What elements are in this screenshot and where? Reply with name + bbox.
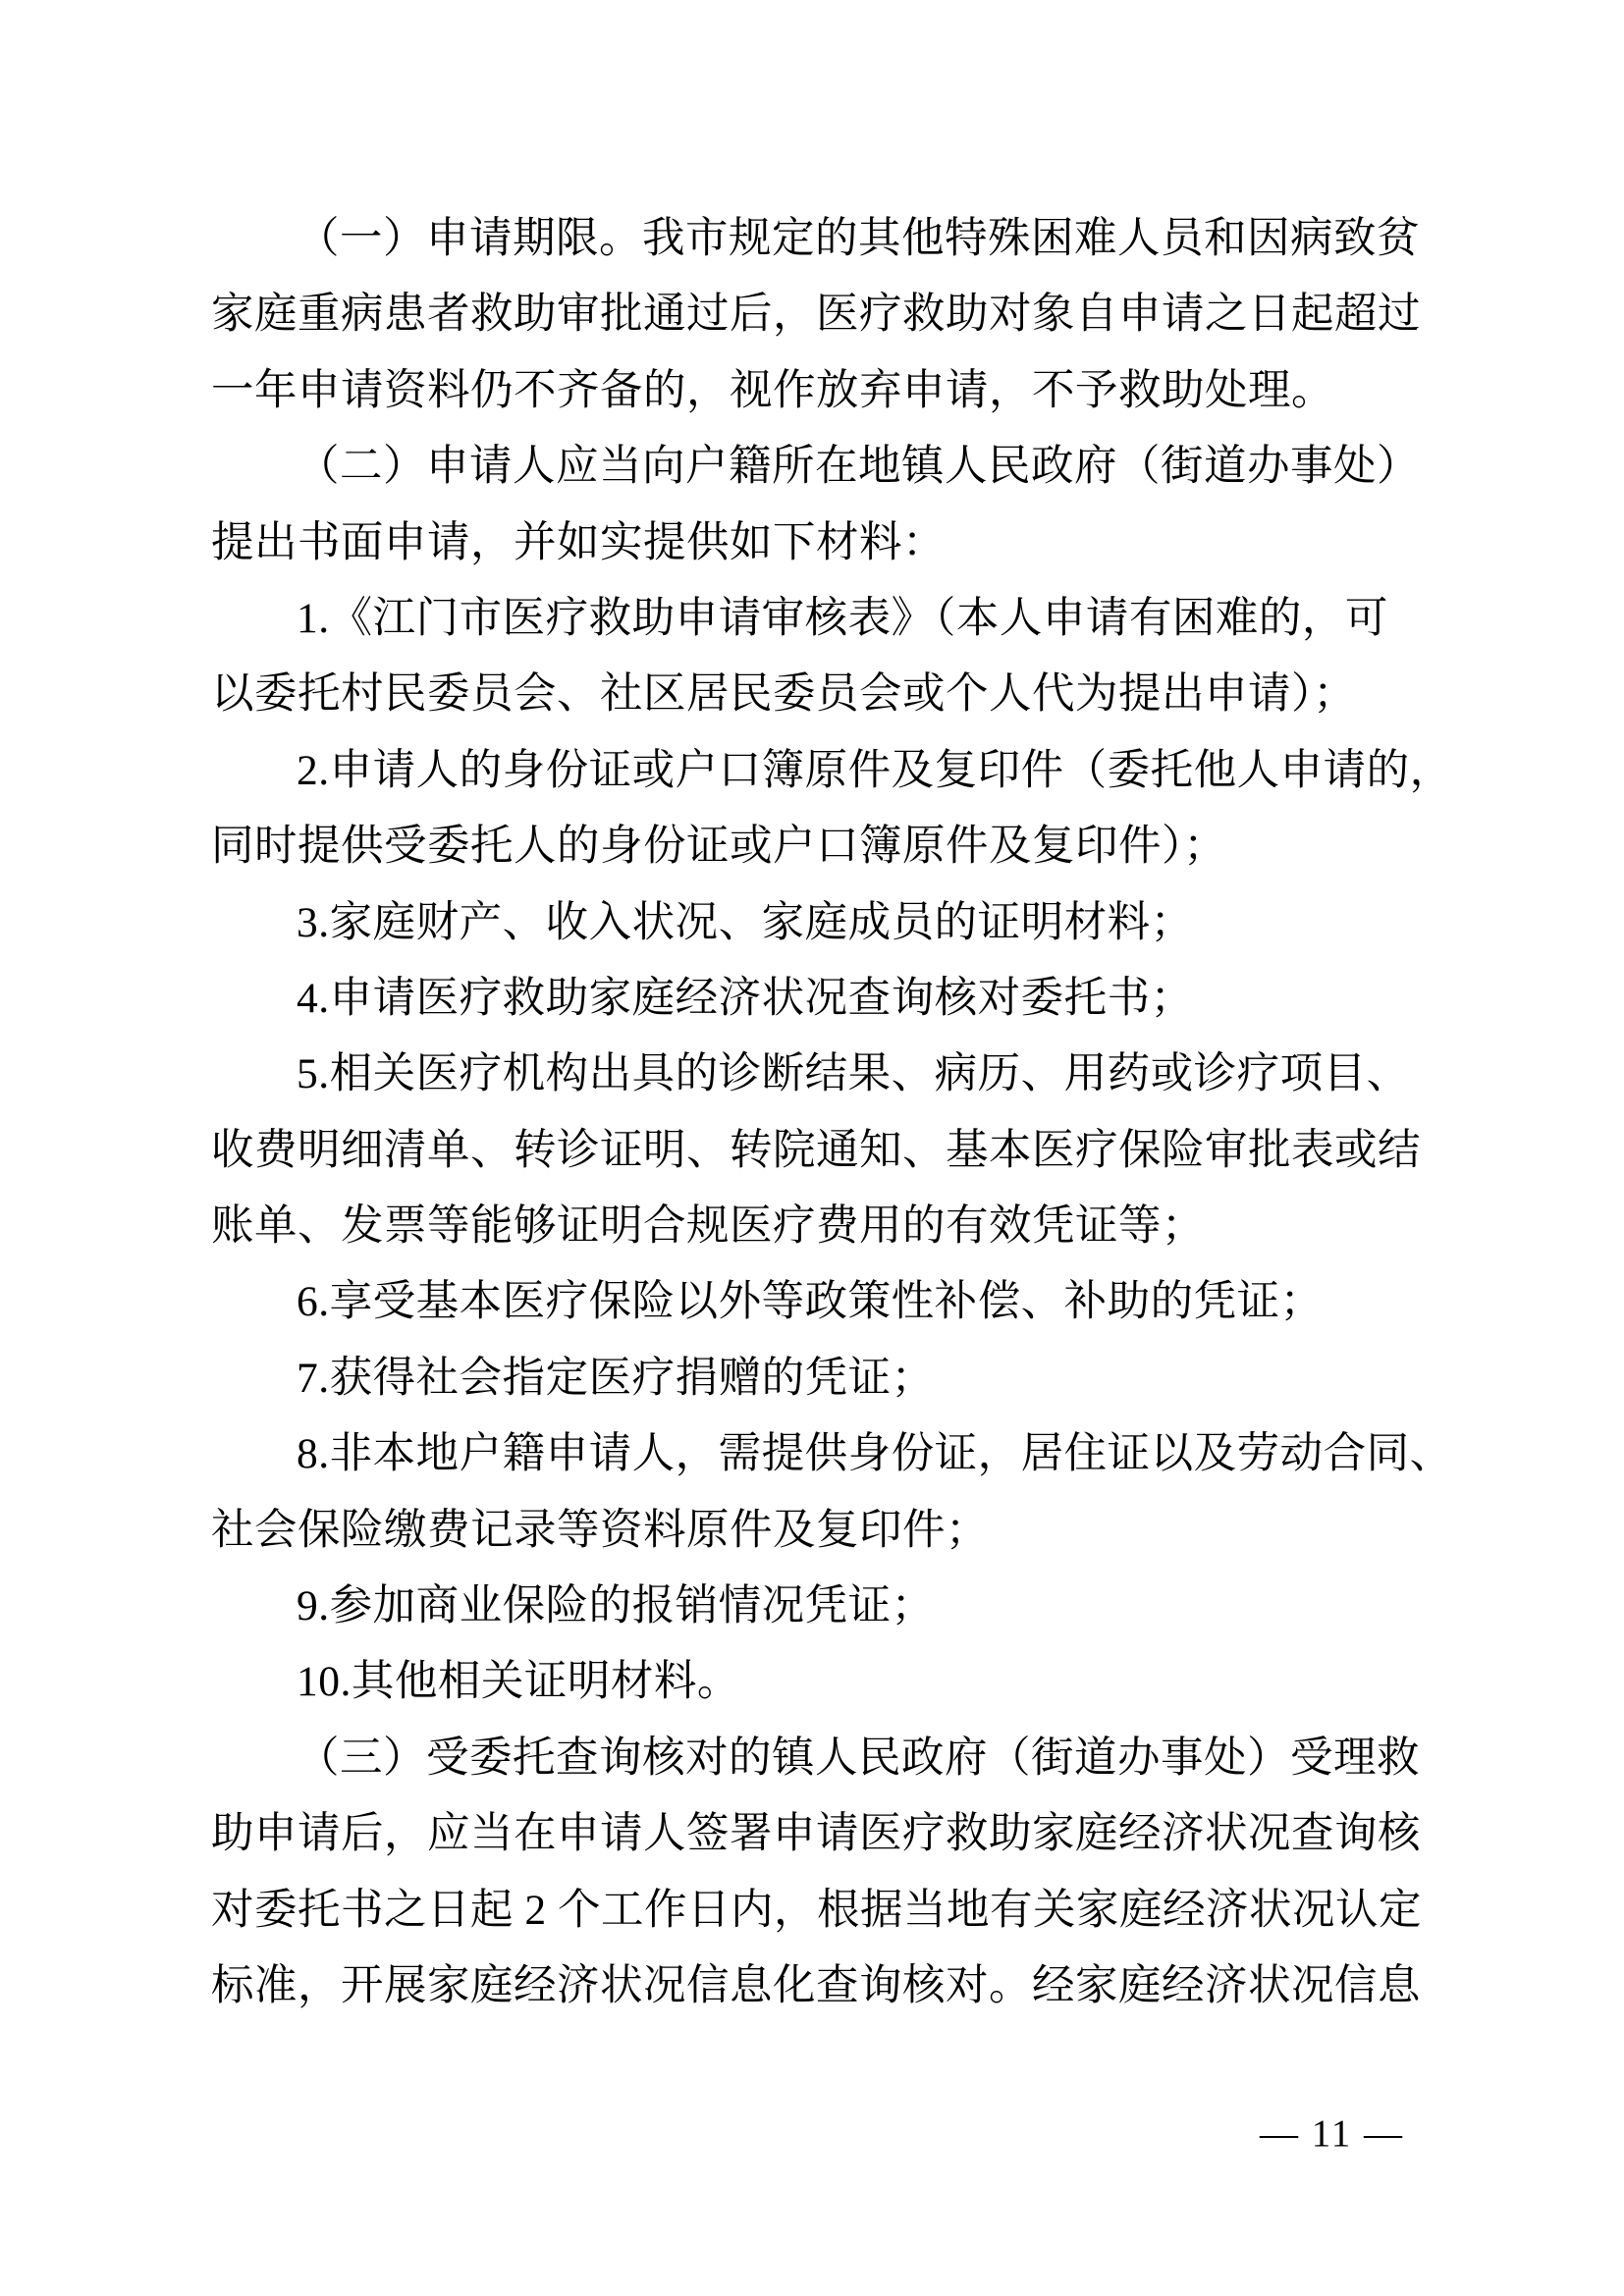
text-line: 对委托书之日起 2 个工作日内，根据当地有关家庭经济状况认定 [211, 1886, 1422, 1934]
text-line: 社会保险缴费记录等资料原件及复印件； [211, 1506, 989, 1554]
text-line: 提出书面申请，并如实提供如下材料： [211, 518, 946, 566]
text-line: 账单、发票等能够证明合规医疗费用的有效凭证等； [211, 1202, 1205, 1251]
text-line: 5.相关医疗机构出具的诊断结果、病历、用药或诊疗项目、 [297, 1050, 1410, 1098]
text-line: 10.其他相关证明材料。 [297, 1658, 740, 1706]
text-line: （三）受委托查询核对的镇人民政府（街道办事处）受理救 [297, 1734, 1420, 1782]
text-line: 标准，开展家庭经济状况信息化查询核对。经家庭经济状况信息 [211, 1961, 1421, 2009]
text-line: 助申请后，应当在申请人签署申请医疗救助家庭经济状况查询核 [211, 1810, 1421, 1858]
text-line: 7.获得社会指定医疗捐赠的凭证； [297, 1354, 935, 1402]
text-line: 1.《江门市医疗救助申请审核表》（本人申请有困难的，可 [297, 594, 1388, 642]
text-line: 2.申请人的身份证或户口簿原件及复印件（委托他人申请的， [297, 746, 1453, 794]
document-body [211, 201, 1453, 2024]
text-line: 以委托村民委员会、社区居民委员会或个人代为提出申请）； [211, 670, 1357, 719]
page-number: — 11 — [1260, 2112, 1405, 2155]
text-line: 一年申请资料仍不齐备的，视作放弃申请，不予救助处理。 [211, 366, 1334, 414]
text-line: （二）申请人应当向户籍所在地镇人民政府（街道办事处） [297, 443, 1420, 491]
text-line: 家庭重病患者救助审批通过后，医疗救助对象自申请之日起超过 [211, 291, 1421, 339]
text-line: 8.非本地户籍申请人，需提供身份证，居住证以及劳动合同、 [297, 1430, 1453, 1478]
text-line: 9.参加商业保险的报销情况凭证； [297, 1582, 935, 1630]
text-line: 6.享受基本医疗保险以外等政策性补偿、补助的凭证； [297, 1278, 1324, 1326]
text-line: 同时提供受委托人的身份证或户口簿原件及复印件）； [211, 823, 1227, 871]
text-line: 收费明细清单、转诊证明、转院通知、基本医疗保险审批表或结 [211, 1126, 1421, 1174]
text-line: 4.申请医疗救助家庭经济状况查询核对委托书； [297, 974, 1194, 1022]
text-line: （一）申请期限。我市规定的其他特殊困难人员和因病致贫 [297, 215, 1420, 262]
text-line: 3.家庭财产、收入状况、家庭成员的证明材料； [297, 898, 1194, 946]
